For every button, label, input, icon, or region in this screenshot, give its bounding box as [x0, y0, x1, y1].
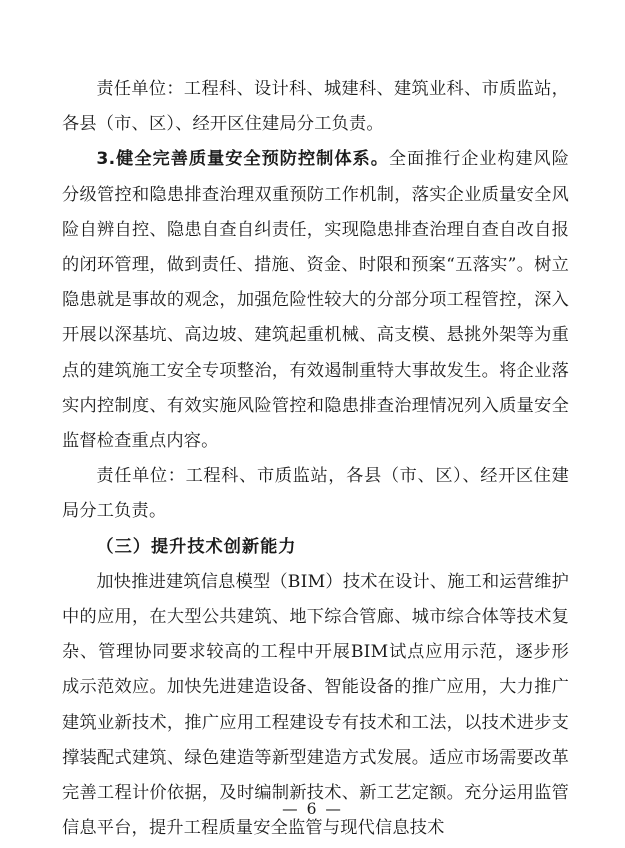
item-3-bold-lead: 3.健全完善质量安全预防控制体系。 [96, 149, 389, 170]
paragraph-section-3-body: 加快推进建筑信息模型（BIM）技术在设计、施工和运营维护中的应用，在大型公共建筑、地下综合管廊、城市综合体等技术复杂、管理协同要求较高的工程中开展BIM试点应用示范，逐步形成示范效应。加快先进建造设备、智能设备的推广应用，大力推广建筑业新技术，推广应用工程建设专有技术和工法，以技术进步支撑装配式建筑、绿色建造等新型建造方式发展。适应市场需要改革完善工程计价依据，及时编制新技术、新工艺定额。充分运用监管信息平台，提升工程质量安全监管与现代信息技术 [62, 571, 569, 839]
paragraph-item-3 [62, 142, 569, 459]
paragraph-responsible-units-2: 责任单位：工程科、市质监站，各县（市、区）、经开区住建局分工负责。 [62, 466, 569, 522]
section-heading-3: （三）提升技术创新能力 [96, 536, 297, 557]
item-3-body-text: 全面推行企业构建风险分级管控和隐患排查治理双重预防工作机制，落实企业质量安全风险自辨自控、隐患自查自纠责任，实现隐患排查治理自查自改自报的闭环管理，做到责任、措施、资金、时限和预案“五落实”。树立隐患就是事故的观念，加强危险性较大的分部分项工程管控，深入开展以深基坑、高边坡、建筑起重机械、高支模、悬挑外架等为重点的建筑施工安全专项整治，有效遏制重特大事故发生。将企业落实内控制度、有效实施风险管控和隐患排查治理情况列入质量安全监督检查重点内容。 [62, 149, 569, 452]
page-number: — 6 — [282, 800, 343, 818]
paragraph-responsible-units-1: 责任单位：工程科、设计科、城建科、建筑业科、市质监站，各县（市、区）、经开区住建局分工负责。 [62, 79, 569, 135]
